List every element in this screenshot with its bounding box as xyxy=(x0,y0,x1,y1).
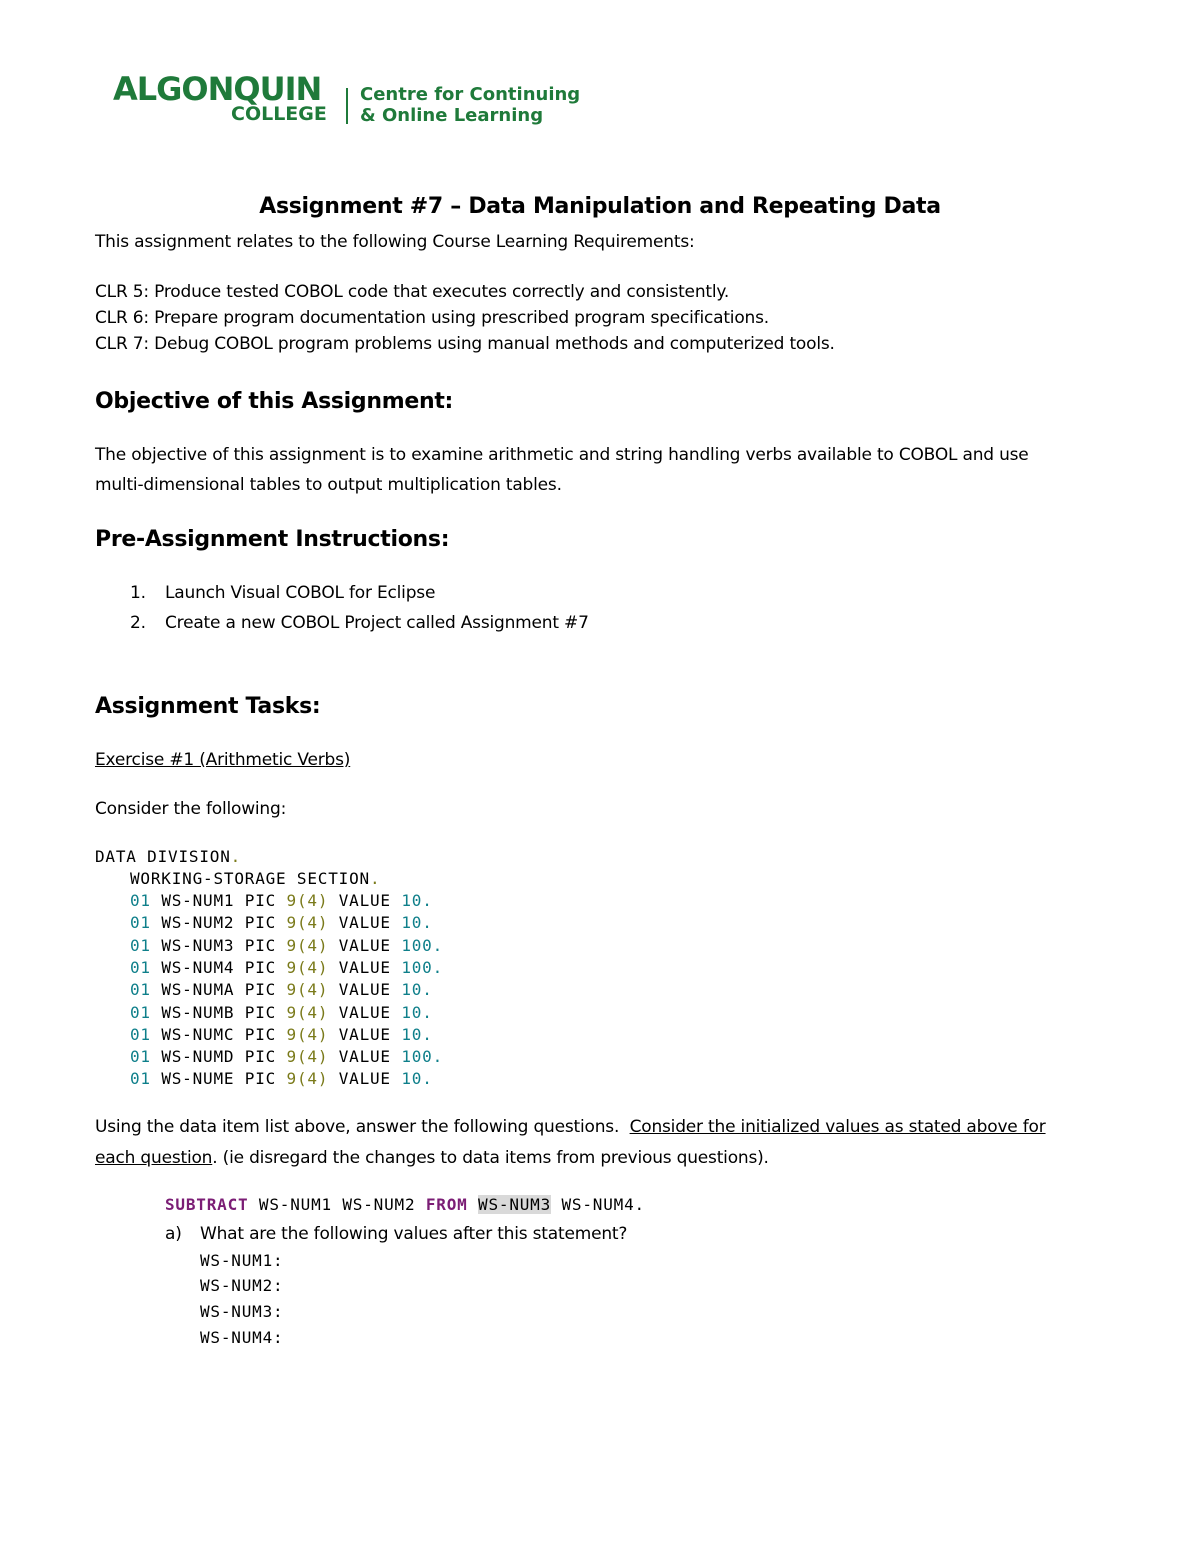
code-level: 01 xyxy=(130,935,151,955)
code-pic-keyword: PIC xyxy=(244,1069,277,1089)
code-value: 100 xyxy=(401,957,433,977)
code-pic-value: 9(4) xyxy=(286,935,329,955)
code-level: 01 xyxy=(130,1024,151,1044)
code-value-keyword: VALUE xyxy=(338,957,391,977)
page-title: Assignment #7 – Data Manipulation and Repeating Data xyxy=(259,194,941,219)
code-name: WS-NUM1 xyxy=(161,891,235,910)
code-row: 01 WS-NUMB PIC 9(4) VALUE 10. xyxy=(130,1002,433,1022)
code-pic-value: 9(4) xyxy=(286,1047,329,1067)
pre-assignment-heading: Pre-Assignment Instructions: xyxy=(95,527,450,552)
objective-heading: Objective of this Assignment: xyxy=(95,389,454,414)
code-pic-keyword: PIC xyxy=(244,935,277,955)
code-value-keyword: VALUE xyxy=(338,1024,391,1044)
logo-divider xyxy=(346,88,348,124)
code-pic-value: 9(4) xyxy=(286,891,329,910)
code-level: 01 xyxy=(130,1047,151,1067)
code-row: 01 WS-NUM3 PIC 9(4) VALUE 100. xyxy=(130,935,444,955)
logo-tagline-2: & Online Learning xyxy=(360,105,544,126)
code-row: 01 WS-NUMC PIC 9(4) VALUE 10. xyxy=(130,1024,433,1044)
code-value-keyword: VALUE xyxy=(338,935,391,955)
code-level: 01 xyxy=(130,913,151,933)
clr-7: CLR 7: Debug COBOL program problems using manual methods and computerized tools. xyxy=(95,334,835,354)
code-value-keyword: VALUE xyxy=(338,1002,391,1022)
code-data-division: DATA DIVISION. xyxy=(95,847,242,866)
code-pic-keyword: PIC xyxy=(244,1024,277,1044)
code-row: 01 WS-NUM2 PIC 9(4) VALUE 10. xyxy=(130,913,433,933)
pre-item-2: Create a new COBOL Project called Assignment #7 xyxy=(165,613,589,633)
code-pic-keyword: PIC xyxy=(244,891,277,910)
pre-item-1: Launch Visual COBOL for Eclipse xyxy=(165,583,436,603)
subtract-statement: SUBTRACT WS-NUM1 WS-NUM2 FROM WS-NUM3 WS-NUM4. xyxy=(165,1195,645,1214)
code-pic-value: 9(4) xyxy=(286,980,329,1000)
tasks-heading: Assignment Tasks: xyxy=(95,694,321,719)
answer-ws-num2: WS-NUM2: xyxy=(200,1276,284,1295)
code-row: 01 WS-NUMA PIC 9(4) VALUE 10. xyxy=(130,980,433,1000)
answer-ws-num4: WS-NUM4: xyxy=(200,1328,284,1347)
code-value: 10 xyxy=(401,1002,423,1022)
code-name: WS-NUME xyxy=(161,1069,235,1089)
code-pic-keyword: PIC xyxy=(244,1002,277,1022)
code-value-keyword: VALUE xyxy=(338,891,391,910)
code-value-keyword: VALUE xyxy=(338,913,391,933)
code-level: 01 xyxy=(130,891,151,910)
code-value: 10 xyxy=(401,1024,423,1044)
code-value: 100 xyxy=(401,1047,433,1067)
code-level: 01 xyxy=(130,1069,151,1089)
code-pic-value: 9(4) xyxy=(286,957,329,977)
objective-line-2: multi-dimensional tables to output multiplication tables. xyxy=(95,475,562,495)
code-pic-value: 9(4) xyxy=(286,913,329,933)
code-value: 10 xyxy=(401,1069,423,1089)
code-pic-keyword: PIC xyxy=(244,957,277,977)
code-level: 01 xyxy=(130,1002,151,1022)
pre-item-1-number: 1. xyxy=(130,583,146,603)
code-name: WS-NUM2 xyxy=(161,913,235,933)
questions-intro-line-2: each question. (ie disregard the changes to data items from previous questions). xyxy=(95,1148,769,1168)
objective-line-1: The objective of this assignment is to examine arithmetic and string handling verbs available to COBOL and use xyxy=(95,445,1029,465)
code-row: 01 WS-NUM4 PIC 9(4) VALUE 100. xyxy=(130,957,444,977)
pre-item-2-number: 2. xyxy=(130,613,146,633)
answer-ws-num1: WS-NUM1: xyxy=(200,1251,284,1270)
code-value: 10 xyxy=(401,913,423,933)
code-row: 01 WS-NUMD PIC 9(4) VALUE 100. xyxy=(130,1047,444,1067)
intro-text: This assignment relates to the following Course Learning Requirements: xyxy=(95,232,695,252)
code-name: WS-NUMB xyxy=(161,1002,235,1022)
code-name: WS-NUM4 xyxy=(161,957,235,977)
code-value: 100 xyxy=(401,935,433,955)
code-pic-keyword: PIC xyxy=(244,980,277,1000)
code-name: WS-NUM3 xyxy=(161,935,235,955)
logo-subtext: COLLEGE xyxy=(231,103,327,125)
question-a-label: a) xyxy=(165,1224,182,1244)
college-logo xyxy=(113,70,583,130)
logo-tagline-1: Centre for Continuing xyxy=(360,84,581,105)
questions-intro-line-1: Using the data item list above, answer the following questions. Consider the initialized values as stated above for xyxy=(95,1117,1046,1137)
code-name: WS-NUMD xyxy=(161,1047,235,1067)
code-row: 01 WS-NUM1 PIC 9(4) VALUE 10. xyxy=(130,891,433,910)
code-pic-value: 9(4) xyxy=(286,1002,329,1022)
code-name: WS-NUMC xyxy=(161,1024,235,1044)
code-value-keyword: VALUE xyxy=(338,1047,391,1067)
code-value-keyword: VALUE xyxy=(338,1069,391,1089)
code-pic-value: 9(4) xyxy=(286,1024,329,1044)
code-value: 10 xyxy=(401,980,423,1000)
code-value-keyword: VALUE xyxy=(338,980,391,1000)
code-level: 01 xyxy=(130,957,151,977)
code-ws-section: WORKING-STORAGE SECTION. xyxy=(130,869,381,888)
code-row: 01 WS-NUME PIC 9(4) VALUE 10. xyxy=(130,1069,433,1089)
code-pic-keyword: PIC xyxy=(244,1047,277,1067)
code-value: 10 xyxy=(401,891,423,910)
answer-ws-num3: WS-NUM3: xyxy=(200,1302,284,1321)
consider-text: Consider the following: xyxy=(95,799,287,819)
exercise-1-title: Exercise #1 (Arithmetic Verbs) xyxy=(95,750,351,770)
code-pic-value: 9(4) xyxy=(286,1069,329,1089)
clr-5: CLR 5: Produce tested COBOL code that executes correctly and consistently. xyxy=(95,282,730,302)
code-name: WS-NUMA xyxy=(161,980,235,1000)
clr-6: CLR 6: Prepare program documentation using prescribed program specifications. xyxy=(95,308,769,328)
question-a-text: What are the following values after this statement? xyxy=(200,1224,628,1244)
code-level: 01 xyxy=(130,980,151,1000)
code-pic-keyword: PIC xyxy=(244,913,277,933)
logo-wordmark: ALGONQUIN xyxy=(113,70,322,108)
